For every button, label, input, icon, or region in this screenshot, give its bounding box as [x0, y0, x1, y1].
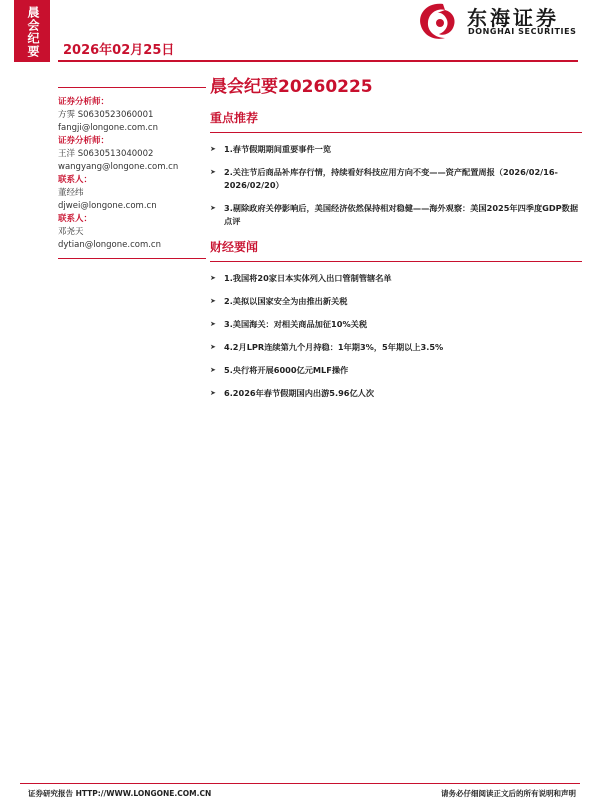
list-item-text: 3.剔除政府关停影响后，美国经济依然保持相对稳健——海外观察：美国2025年四季度GDP数据点评	[224, 203, 579, 226]
list-item-text: 1.春节假期期间重要事件一览	[224, 144, 332, 154]
list-item-text: 4.2月LPR连续第九个月持稳：1年期3%，5年期以上3.5%	[224, 342, 444, 352]
contact-name: 邓尧天	[58, 227, 84, 237]
list-item[interactable]	[210, 318, 582, 331]
arrow-icon: ➤	[210, 274, 216, 282]
report-date: 2026年02月25日	[63, 43, 175, 58]
arrow-icon: ➤	[210, 389, 216, 397]
analyst-email[interactable]: fangji@longone.com.cn	[58, 123, 158, 133]
analyst-name: 方霁 S0630523060001	[58, 110, 154, 120]
arrow-icon: ➤	[210, 204, 216, 212]
section-title-news: 财经要闻	[210, 240, 259, 254]
arrow-icon: ➤	[210, 343, 216, 351]
list-item-text: 3.美国海关：对相关商品加征10%关税	[224, 319, 368, 329]
list-item[interactable]	[210, 387, 582, 400]
list-item[interactable]	[210, 143, 582, 156]
analyst-block	[58, 96, 208, 135]
company-logo	[413, 0, 583, 44]
section-divider	[210, 261, 582, 262]
contact-email[interactable]: djwei@longone.com.cn	[58, 201, 157, 211]
page-title: 晨会纪要20260225	[210, 77, 373, 97]
section-divider	[210, 132, 582, 133]
list-item[interactable]	[210, 364, 582, 377]
list-item-text: 2.关注节后商品补库存行情，持续看好科技应用方向不变——资产配置周报（2026/02/16-2026/02/20）	[224, 167, 558, 190]
contact-name: 董经纬	[58, 188, 84, 198]
main-content	[210, 72, 582, 410]
arrow-icon: ➤	[210, 366, 216, 374]
contact-label: 联系人：	[58, 214, 93, 224]
arrow-icon: ➤	[210, 320, 216, 328]
list-item[interactable]	[210, 166, 582, 192]
arrow-icon: ➤	[210, 145, 216, 153]
list-item[interactable]	[210, 295, 582, 308]
list-item[interactable]	[210, 341, 582, 354]
list-item[interactable]	[210, 202, 582, 228]
list-item[interactable]	[210, 272, 582, 285]
list-item-text: 2.美拟以国家安全为由推出新关税	[224, 296, 348, 306]
header-divider	[58, 60, 578, 62]
donghai-logo-icon	[413, 0, 463, 44]
footer-disclaimer: 请务必仔细阅读正文后的所有说明和声明	[441, 789, 576, 798]
section-title-key: 重点推荐	[210, 111, 259, 125]
footer-website[interactable]: 证券研究报告 HTTP://WWW.LONGONE.COM.CN	[28, 789, 212, 798]
sidebar-top-divider	[58, 87, 206, 88]
contact-label: 联系人：	[58, 175, 93, 185]
list-item-text: 5.央行将开展6000亿元MLF操作	[224, 365, 349, 375]
logo-text-cn: 东海证券	[467, 6, 559, 30]
analyst-label: 证券分析师：	[58, 136, 110, 146]
arrow-icon: ➤	[210, 168, 216, 176]
analyst-name: 王洋 S0630513040002	[58, 149, 154, 159]
logo-text-en: DONGHAI SECURITIES	[468, 27, 577, 36]
contact-email[interactable]: dytian@longone.com.cn	[58, 240, 161, 250]
arrow-icon: ➤	[210, 297, 216, 305]
analyst-sidebar	[58, 96, 208, 252]
list-item-text: 6.2026年春节假期国内出游5.96亿人次	[224, 388, 375, 398]
analyst-block	[58, 135, 208, 174]
footer-divider	[20, 783, 580, 784]
contact-block	[58, 174, 208, 213]
analyst-email[interactable]: wangyang@longone.com.cn	[58, 162, 179, 172]
list-item-text: 1.我国将20家日本实体列入出口管制管辖名单	[224, 273, 392, 283]
report-type-tab: 晨会纪要	[14, 0, 50, 62]
sidebar-bottom-divider	[58, 258, 206, 259]
analyst-label: 证券分析师：	[58, 97, 110, 107]
contact-block	[58, 213, 208, 252]
